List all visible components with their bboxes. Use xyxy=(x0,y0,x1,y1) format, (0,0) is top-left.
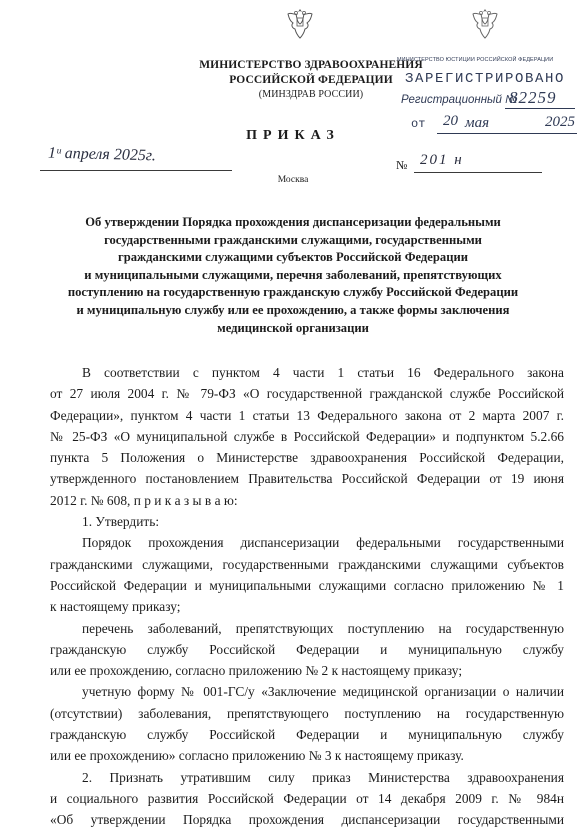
ministry-name-line2: РОССИЙСКОЙ ФЕДЕРАЦИИ xyxy=(229,74,393,86)
stamp-number-underline xyxy=(505,108,575,109)
body-line: перечень заболеваний, препятствующих поступлению на государственную xyxy=(82,620,564,636)
stamp-date-prefix: от xyxy=(411,117,426,131)
body-line: гражданскими служащими, государственными гражданскими служащими субъектов xyxy=(50,556,564,572)
stamp-date-month: мая xyxy=(465,115,490,131)
coat-of-arms-icon xyxy=(285,6,315,40)
heading-line: государственными гражданскими служащими, государственными xyxy=(104,232,482,247)
stamp-registration-label: Регистрационный № xyxy=(401,94,518,106)
body-line: утвержденного постановлением Правительства Российской Федерации от 19 июня xyxy=(50,471,564,487)
order-date-handwritten: 1ᵘ апреля 2025г. xyxy=(47,144,157,165)
heading-line: поступлению на государственную гражданскую службу Российской Федерации xyxy=(67,285,519,300)
stamp-registration-number: 82259 xyxy=(509,88,557,107)
ministry-name-line1: МИНИСТЕРСТВО ЗДРАВООХРАНЕНИЯ xyxy=(199,59,423,71)
ministry-short-name: (МИНЗДРАВ РОССИИ) xyxy=(258,89,364,100)
heading-line: и муниципальную службу или ее прохождению, а также формы заключения xyxy=(76,302,510,317)
stamp-date-year: 2025 xyxy=(545,114,575,130)
body-line: Порядок прохождения диспансеризации федеральными государственными xyxy=(82,535,564,551)
body-line: и социального развития Российской Федерации от 14 декабря 2009 г. № 984н xyxy=(50,790,564,806)
body-line: 2. Признать утратившим силу приказ Министерства здравоохранения xyxy=(82,769,564,785)
body-line: 2012 г. № 608, п р и к а з ы в а ю: xyxy=(50,492,238,508)
body-line: (отсутствии) заболевания, препятствующего поступлению на государственную xyxy=(50,705,564,721)
stamp-coat-of-arms-icon xyxy=(470,6,500,40)
body-line: 1. Утвердить: xyxy=(82,514,160,530)
document-heading xyxy=(40,214,546,337)
order-number-handwritten: 201 н xyxy=(420,152,464,168)
order-date-underline xyxy=(40,170,232,171)
heading-line: гражданскими служащими субъектов Российской Федерации xyxy=(118,250,468,265)
body-line: Российской Федерации и муниципальными служащими согласно приложению № 1 xyxy=(50,577,564,593)
heading-line: Об утверждении Порядка прохождения диспансеризации федеральными xyxy=(85,215,501,229)
order-city: Москва xyxy=(277,175,309,185)
body-line: «Об утверждении Порядка прохождения диспансеризации государственными xyxy=(50,812,564,828)
stamp-date-day: 20 xyxy=(443,113,458,129)
heading-line: и муниципальными служащими, перечня заболеваний, препятствующих xyxy=(84,267,502,282)
body-line: гражданскую службу Российской Федерации и муниципальную службу xyxy=(50,641,564,657)
heading-line: медицинской организации xyxy=(217,320,369,335)
body-line: № 25-ФЗ «О муниципальной службе в Российской Федерации» и подпунктом 5.2.66 xyxy=(50,428,564,444)
body-line: В соответствии с пунктом 4 части 1 статьи 16 Федерального закона xyxy=(82,365,564,380)
body-line: или ее прохождению, согласно приложению № 2 к настоящему приказу; xyxy=(50,663,463,679)
document-type-title: ПРИКАЗ xyxy=(246,128,340,143)
body-line: гражданскую службу Российской Федерации и муниципальную службу xyxy=(50,727,564,743)
body-line: учетную форму № 001-ГС/у «Заключение медицинской организации о наличии xyxy=(82,684,564,700)
order-number-underline xyxy=(414,172,542,173)
body-line: или ее прохождению» согласно приложению № 3 к настоящему приказу. xyxy=(50,748,464,764)
order-number-label: № xyxy=(396,158,408,172)
document-body xyxy=(50,362,564,831)
stamp-title: ЗАРЕГИСТРИРОВАНО xyxy=(405,71,566,87)
body-line: пункта 5 Положения о Министерстве здравоохранения Российской Федерации, xyxy=(50,450,564,466)
stamp-header: МИНИСТЕРСТВО ЮСТИЦИИ РОССИЙСКОЙ ФЕДЕРАЦИИ xyxy=(397,57,554,63)
body-line: к настоящему приказу; xyxy=(50,599,181,615)
body-line: Федерации», пунктом 4 части 1 статьи 13 Федерального закона от 2 марта 2007 г. xyxy=(50,407,564,423)
body-line: от 27 июля 2004 г. № 79-ФЗ «О государственной гражданской службе Российской xyxy=(50,386,564,402)
